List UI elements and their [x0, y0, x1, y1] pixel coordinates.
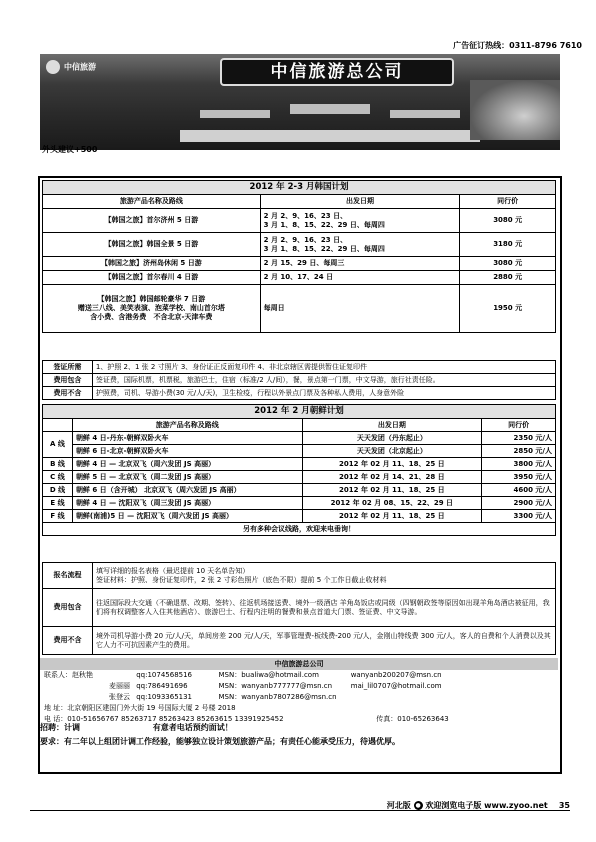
table-row — [43, 510, 556, 523]
korea-row-dates: 2 月 10、17、24 日 — [260, 271, 460, 285]
recruit-requirement: 要求：有二年以上组团计调工作经验，能够独立设计策划旅游产品；有责任心能承受压力，待遇优厚。 — [40, 737, 400, 746]
contact-fax: 传真：010-65263643 — [376, 715, 449, 723]
table-row — [43, 209, 556, 233]
dprk-row-dates: 2012 年 02 月 08、15、22、29 日 — [302, 497, 482, 510]
ext-suggest: 外头建议+500 — [42, 145, 98, 154]
company-logo — [46, 60, 166, 80]
dprk-line-label: C 线 — [43, 471, 73, 484]
korea-row-dates: 2 月 2、9、16、23 日、 3 月 1、8、15、22、29 日、每周四 — [260, 209, 460, 233]
dprk-line-label: D 线 — [43, 484, 73, 497]
dprk-row-name: 朝鲜(南浦)5 日 — 沈阳双飞（周六发团 JS 高丽） — [72, 510, 302, 523]
korea-row-name: 【韩国之旅】济州岛休闲 5 日游 — [43, 257, 261, 271]
korea-col-name: 旅游产品名称及路线 — [43, 195, 261, 209]
table-row — [43, 271, 556, 285]
korea-exclude-text: 护照费，司机、导游小费(30 元/人/天)，卫生检疫，行程以外景点门票及各种私人费用，人身意外险 — [92, 387, 555, 400]
contact-qq: qq:1093365131 — [136, 693, 193, 701]
dprk-row-price: 3950 元/人 — [482, 471, 556, 484]
korea-ship-dates: 每周日 — [260, 285, 460, 333]
dprk-more-routes: 另有多种会议线路，欢迎来电垂询！ — [43, 523, 556, 536]
korea-visa-label: 签证所需 — [43, 361, 93, 374]
contact-block — [40, 658, 558, 725]
dprk-row-name: 朝鲜 4 日-丹东-朝鲜双卧火车 — [72, 432, 302, 445]
company-banner — [40, 54, 560, 150]
dprk-row-dates: 天天发团（丹东起止） — [302, 432, 482, 445]
dprk-signup-text: 填写详细的报名表格（最迟提前 10 天名单告知） 签证材料：护照、身份证复印件，2 张 2 寸彩色照片（底色不限）提前 5 个工作日截止收材料 — [92, 563, 555, 589]
dprk-exclude-text: 境外司机导游小费 20 元/人/天，单间房差 200 元/人/天，军事管理费-板线费-200 元/人，金刚山特线费 300 元/人，客人的自费和个人消费以及其它人力不可抗因素产生的费用。 — [92, 627, 555, 655]
korea-info-table — [42, 360, 556, 400]
recruit-contact-note: 有意者电话预约面试！ — [152, 723, 233, 732]
contact-address: 地 址：北京朝阳区建国门外大街 19 号国际大厦 2 号楼 2018 — [44, 704, 236, 712]
dprk-col-line — [43, 419, 73, 432]
dprk-col-name: 旅游产品名称及路线 — [72, 419, 302, 432]
banner-slogan-decoration — [48, 78, 478, 86]
dprk-line-label: B 线 — [43, 458, 73, 471]
contact-qq: qq:786491696 — [136, 682, 188, 690]
contact-msn: MSN：bualiwa@hotmail.com — [218, 671, 319, 679]
globe-icon: ● — [415, 802, 421, 809]
korea-row-price: 2880 元 — [460, 271, 556, 285]
table-row — [43, 458, 556, 471]
dprk-col-date: 出发日期 — [302, 419, 482, 432]
table-row — [43, 471, 556, 484]
palace-illustration — [180, 100, 480, 144]
contact-msn: MSN：wanyanb7807286@msn.cn — [218, 693, 337, 701]
palace-roof-2 — [290, 104, 370, 114]
contact-company: 中信旅游总公司 — [40, 658, 558, 670]
contact-extra: mai_lil0707@hotmail.com — [350, 682, 442, 690]
korea-col-price: 同行价 — [460, 195, 556, 209]
dprk-row-price: 2900 元/人 — [482, 497, 556, 510]
dprk-row-name: 朝鲜 6 日（含开城） 北京双飞（周六发团 JS 高丽） — [72, 484, 302, 497]
dprk-row-price: 3800 元/人 — [482, 458, 556, 471]
korea-row-price: 3080 元 — [460, 257, 556, 271]
contact-row — [40, 670, 558, 681]
contact-name: 麦丽丽 — [109, 682, 130, 690]
korea-row-name: 【韩国之旅】首尔济州 5 日游 — [43, 209, 261, 233]
korea-row-name: 【韩国之旅】首尔春川 4 日游 — [43, 271, 261, 285]
contact-row — [40, 681, 558, 692]
recruit-position: 招聘：计调 — [40, 723, 80, 732]
recruit-line-1 — [40, 722, 558, 736]
table-row — [43, 233, 556, 257]
korea-row-dates: 2 月 15、29 日、每周三 — [260, 257, 460, 271]
dprk-exclude-label: 费用不含 — [43, 627, 93, 655]
korea-row-price: 3180 元 — [460, 233, 556, 257]
korea-include-label: 费用包含 — [43, 374, 93, 387]
contact-extra: wanyanb200207@msn.cn — [350, 671, 442, 679]
dprk-line-label: E 线 — [43, 497, 73, 510]
korea-plan-table — [42, 180, 556, 333]
dprk-row-price: 2850 元/人 — [482, 445, 556, 458]
table-row — [43, 257, 556, 271]
dprk-row-price: 3300 元/人 — [482, 510, 556, 523]
korea-row-name: 【韩国之旅】韩国全景 5 日游 — [43, 233, 261, 257]
page-number: 35 — [558, 801, 570, 810]
contact-name: 张登云 — [109, 693, 130, 701]
contact-qq: qq:1074568516 — [136, 671, 193, 679]
korea-include-text: 签证费，国际机票，机票税，旅游巴士，住宿（标准/2 人/间），餐，景点第一门票，中文导游，旅行社责任险。 — [92, 374, 555, 387]
table-row — [43, 497, 556, 510]
footer — [330, 800, 570, 811]
korea-title: 2012 年 2-3 月韩国计划 — [43, 181, 556, 195]
dprk-row-dates: 2012 年 02 月 11、18、25 日 — [302, 510, 482, 523]
dprk-row-dates: 天天发团（北京起止） — [302, 445, 482, 458]
korea-col-date: 出发日期 — [260, 195, 460, 209]
dprk-info-table — [42, 562, 556, 655]
dprk-row-dates: 2012 年 02 月 14、21、28 日 — [302, 471, 482, 484]
footer-site: 欢迎浏览电子版 www.zyoo.net — [425, 801, 548, 810]
table-row — [43, 285, 556, 333]
palace-base — [180, 130, 480, 142]
dprk-signup-label: 报名流程 — [43, 563, 93, 589]
dprk-row-name: 朝鲜 6 日-北京-朝鲜双卧火车 — [72, 445, 302, 458]
korea-ship-price: 1950 元 — [460, 285, 556, 333]
ad-hotline: 广告征订热线：0311-8796 7610 — [453, 41, 582, 50]
contact-msn: MSN：wanyanb777777@msn.cn — [218, 682, 333, 690]
table-row — [43, 484, 556, 497]
dprk-row-name: 朝鲜 5 日 — 北京双飞（周二发团 JS 高丽） — [72, 471, 302, 484]
cloud-illustration — [470, 80, 560, 140]
korea-visa-text: 1、护照 2、1 张 2 寸照片 3、身份证正反面复印件 4、非北京辖区需提供暂住证复印件 — [92, 361, 555, 374]
contact-phone: 电 话：010-51656767 85263717 85263423 85263615 13391925452 — [44, 715, 284, 723]
footer-brand: 河北版 — [386, 801, 411, 810]
logo-text: 中信旅游 — [64, 62, 96, 72]
dprk-row-dates: 2012 年 02 月 11、18、25 日 — [302, 484, 482, 497]
dprk-include-label: 费用包含 — [43, 589, 93, 627]
dprk-col-price: 同行价 — [482, 419, 556, 432]
dprk-include-text: 往返国际段大交通（不确退票、改期、签转）、往返机场接送费、境外一级酒店 羊角岛饭店或同级（四钢朝政签等原因如出现羊角岛酒店被征用，我们将有权调整客人入住其他酒店）、旅游巴士、行程内注明的餐费和景点首道大门票、签证费、中文导游。 — [92, 589, 555, 627]
korea-exclude-label: 费用不含 — [43, 387, 93, 400]
dprk-row-name: 朝鲜 4 日 — 北京双飞（周六发团 JS 高丽） — [72, 458, 302, 471]
dprk-row-name: 朝鲜 4 日 — 沈阳双飞（周三发团 JS 高丽） — [72, 497, 302, 510]
table-row — [43, 445, 556, 458]
dprk-row-price: 4600 元/人 — [482, 484, 556, 497]
logo-mark-icon — [46, 60, 60, 74]
palace-roof-1 — [200, 110, 270, 118]
recruit-block — [40, 722, 558, 750]
palace-roof-3 — [390, 110, 460, 118]
korea-ship-name: 【韩国之旅】韩国邮轮豪华 7 日游 赠送三八线、美笑表演、泡菜学校、南山首尔塔 含小费、含港务费 不含北京-天津车费 — [43, 285, 261, 333]
dprk-line-label: A 线 — [43, 432, 73, 458]
korea-row-dates: 2 月 2、9、16、23 日、 3 月 1、8、15、22、29 日、每周四 — [260, 233, 460, 257]
dprk-line-label: F 线 — [43, 510, 73, 523]
dprk-row-price: 2350 元/人 — [482, 432, 556, 445]
dprk-plan-table — [42, 404, 556, 536]
company-name: 中信旅游总公司 — [220, 58, 454, 86]
table-row — [43, 432, 556, 445]
dprk-title: 2012 年 2 月朝鲜计划 — [43, 405, 556, 419]
dprk-row-dates: 2012 年 02 月 11、18、25 日 — [302, 458, 482, 471]
contact-name: 联系人：赵秋艳 — [44, 671, 93, 679]
contact-row — [40, 692, 558, 703]
korea-row-price: 3080 元 — [460, 209, 556, 233]
